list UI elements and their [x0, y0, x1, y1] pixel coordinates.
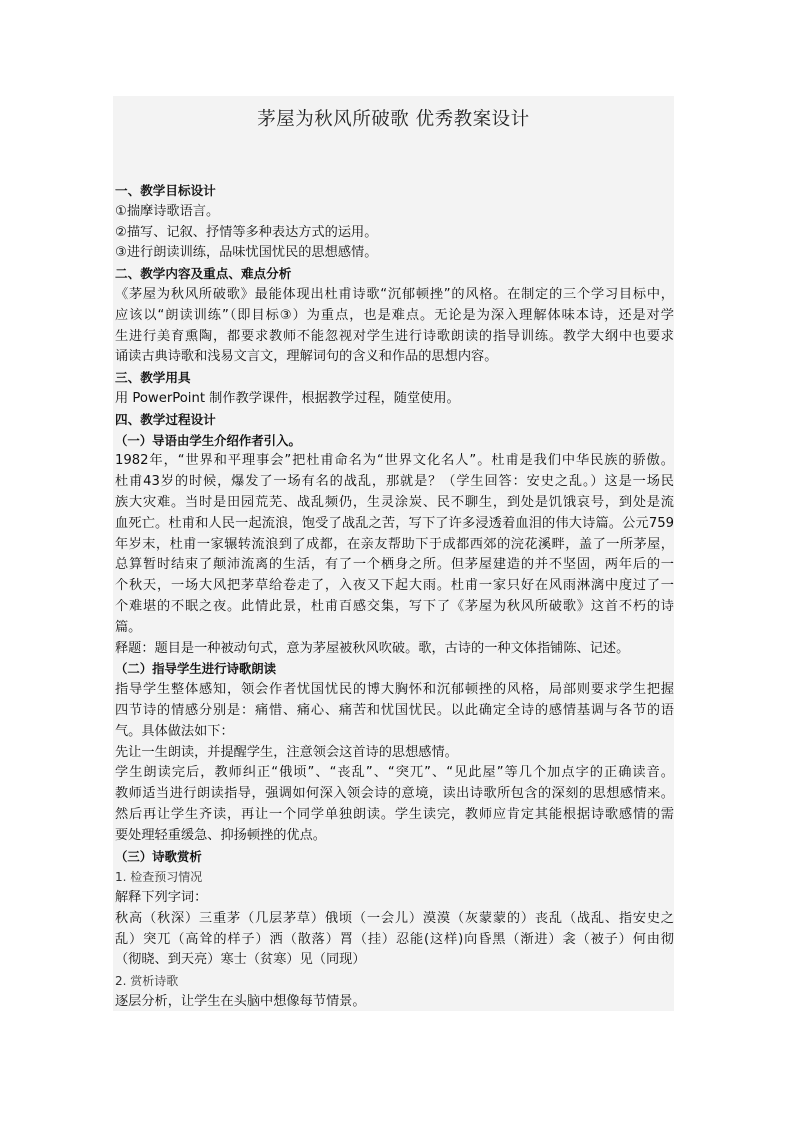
body-line: 篇。 [115, 619, 142, 635]
subsection-heading: （一）导语由学生介绍作者引入。 [115, 432, 301, 448]
body-line: 应该以“朗读训练”（即目标③）为重点，也是难点。无论是为深入理解体味本诗，还是对学 [115, 307, 674, 323]
body-line: 秋高（秋深）三重茅（几层茅草）俄顷（一会儿）漠漠（灰蒙蒙的）丧乱（战乱、指安史之 [115, 910, 674, 926]
body-line: 年岁末，杜甫一家辗转流浪到了成都，在亲友帮助下于成都西郊的浣花溪畔，盖了一所茅屋， [115, 536, 674, 552]
section-heading: 四、教学过程设计 [115, 411, 216, 427]
body-line: ①揣摩诗歌语言。 [115, 203, 220, 219]
section-heading: 一、教学目标设计 [115, 183, 216, 198]
body-line: 解释下列字词： [115, 890, 208, 906]
body-line: 气。具体做法如下： [115, 723, 234, 739]
document-page [113, 96, 674, 1011]
body-line: 总算暂时结束了颠沛流离的生活，有了一个栖身之所。但茅屋建造的并不坚固，两年后的一 [115, 557, 674, 573]
section-heading: 三、教学用具 [115, 370, 191, 386]
body-line: 个难堪的不眠之夜。此情此景，杜甫百感交集，写下了《茅屋为秋风所破歌》这首不朽的诗 [115, 598, 674, 614]
numbered-subheading: 1. 检查预习情况 [115, 870, 203, 885]
body-line: 然后再让学生齐读，再让一个同学单独朗读。学生读完，教师应肯定其能根据诗歌感情的需 [115, 806, 674, 822]
body-line: 释题：题目是一种被动句式，意为茅屋被秋风吹破。歌，古诗的一种文体指铺陈、记述。 [115, 640, 630, 656]
body-line: 四节诗的情感分别是：痛惜、痛心、痛苦和忧国忧民。以此确定全诗的感情基调与各节的语 [115, 702, 674, 718]
body-line: 学生朗读完后，教师纠正“俄顷”、“丧乱”、“突兀”、“见此屋”等几个加点字的正确读音。 [115, 765, 674, 781]
body-line: 1982年，“世界和平理事会”把杜甫命名为“世界文化名人”。杜甫是我们中华民族的骄傲。 [115, 453, 674, 469]
body-line: 杜甫43岁的时候，爆发了一场有名的战乱，那就是？（学生回答：安史之乱。）这是一场民 [115, 474, 674, 490]
body-line: 用 PowerPoint 制作教学课件，根据教学过程，随堂使用。 [115, 390, 460, 406]
body-line: 诵读古典诗歌和浅易文言文，理解词句的含义和作品的思想内容。 [115, 349, 498, 365]
document-body [115, 181, 674, 1011]
numbered-subheading: 2. 赏析诗歌 [115, 974, 179, 989]
body-line: 要处理轻重缓急、抑扬顿挫的优点。 [115, 827, 326, 843]
body-line: 《茅屋为秋风所破歌》最能体现出杜甫诗歌“沉郁顿挫”的风格。在制定的三个学习目标中， [115, 286, 674, 302]
document-title: 茅屋为秋风所破歌 优秀教案设计 [257, 109, 530, 130]
body-line: 逐层分析，让学生在头脑中想像每节情景。 [115, 994, 366, 1010]
section-heading: 二、教学内容及重点、难点分析 [115, 266, 292, 282]
body-line: 族大灾难。当时是田园荒芜、战乱频仍，生灵涂炭、民不聊生，到处是饥饿哀号，到处是流 [115, 494, 674, 510]
subsection-heading: （三）诗歌赏析 [115, 848, 202, 864]
body-line: 个秋天，一场大风把茅草给卷走了，入夜又下起大雨。杜甫一家只好在风雨淋漓中度过了一 [115, 578, 674, 594]
body-line: （彻晓、到天亮）寒士（贫寒）见（同现） [115, 952, 366, 968]
body-line: 教师适当进行朗读指导，强调如何深入领会诗的意境，读出诗歌所包含的深刻的思想感情来。 [115, 786, 674, 802]
body-line: 血死亡。杜甫和人民一起流浪，饱受了战乱之苦，写下了许多浸透着血泪的伟大诗篇。公元759 [115, 515, 674, 531]
body-line: 生进行美育熏陶，都要求教师不能忽视对学生进行诗歌朗读的指导训练。教学大纲中也要求 [115, 328, 674, 344]
subsection-heading: （二）指导学生进行诗歌朗读 [115, 661, 277, 677]
body-line: 乱）突兀（高耸的样子）洒（散落）罥（挂）忍能(这样)向昏黑（渐进）衾（被子）何由彻 [115, 931, 674, 947]
body-line: ②描写、记叙、抒情等多种表达方式的运用。 [115, 224, 378, 240]
body-line: 先让一生朗读，并提醒学生，注意领会这首诗的思想感情。 [115, 744, 458, 760]
body-line: ③进行朗读训练，品味忧国忧民的思想感情。 [115, 245, 378, 261]
body-line: 指导学生整体感知，领会作者忧国忧民的博大胸怀和沉郁顿挫的风格，局部则要求学生把握 [115, 682, 674, 698]
